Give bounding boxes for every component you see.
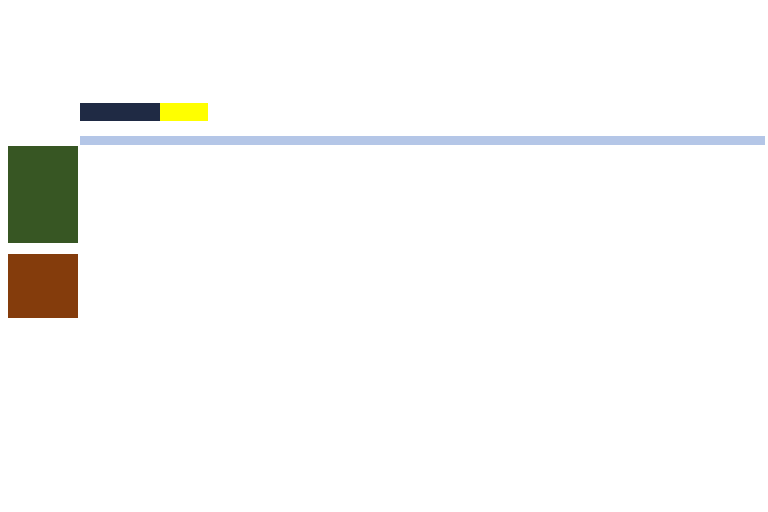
param-value[interactable] [160,103,208,112]
param-value[interactable] [160,112,208,121]
section-label-with-dividend [8,146,78,243]
param-label [80,103,160,112]
section-label-without-dividend [8,254,78,318]
param-row-total-return [80,112,208,121]
param-row-dividend-rate [80,103,208,112]
years-header-row [80,136,765,145]
param-label [80,112,160,121]
